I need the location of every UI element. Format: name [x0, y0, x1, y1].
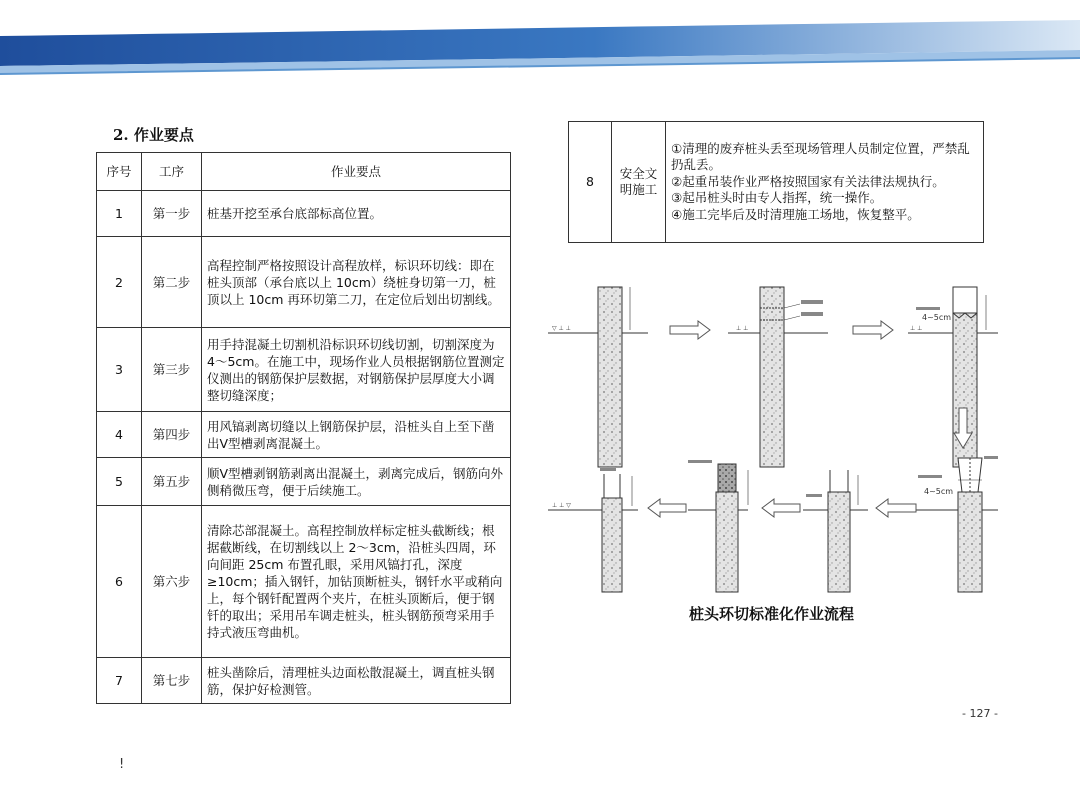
- row-step: 第一步: [142, 191, 202, 237]
- stray-mark: !: [119, 757, 125, 772]
- table-row: [97, 506, 511, 658]
- flow-arrow-right: [853, 321, 893, 339]
- svg-text:⊥ ⊥ ▽: ⊥ ⊥ ▽: [552, 502, 571, 509]
- depth-label: 4~5cm: [922, 313, 952, 322]
- pile: [958, 492, 982, 592]
- flow-arrow-right: [670, 321, 710, 339]
- row-no: 5: [97, 458, 142, 506]
- safety-item: ④施工完毕后及时清理施工场地，恢复整平。: [671, 206, 920, 222]
- row-no: 7: [97, 658, 142, 704]
- row-no: 3: [97, 328, 142, 412]
- row-step: 第三步: [142, 328, 202, 412]
- svg-text:⊥ ⊥: ⊥ ⊥: [736, 325, 749, 332]
- row-no: 6: [97, 506, 142, 658]
- row-no: 4: [97, 412, 142, 458]
- safety-item: ③起吊桩头时由专人指挥，统一操作。: [671, 190, 883, 206]
- header-step: 工序: [142, 153, 202, 191]
- table-row: [97, 658, 511, 704]
- safety-item: ②起重吊装作业严格按照国家有关法律法规执行。: [671, 173, 945, 189]
- pile: [602, 498, 622, 592]
- flow-arrow-left: [876, 499, 916, 517]
- safety-item: ①清理的废弃桩头丢至现场管理人员制定位置，严禁乱扔乱丢。: [671, 140, 970, 173]
- depth-label: 4~5cm: [924, 487, 954, 496]
- row-step: 第七步: [142, 658, 202, 704]
- row-step: 第二步: [142, 237, 202, 328]
- row-no: 2: [97, 237, 142, 328]
- header-banner: [0, 0, 1080, 78]
- safety-content: [666, 122, 984, 243]
- table-row: [97, 237, 511, 328]
- row-step: 第五步: [142, 458, 202, 506]
- row-step: 第六步: [142, 506, 202, 658]
- pile: [760, 287, 784, 467]
- row-content: 用风镐剥离切缝以上钢筋保护层，沿桩头自上至下凿出Ⅴ型槽剥离混凝土。: [202, 412, 511, 458]
- table-row: [97, 458, 511, 506]
- safety-table: [568, 121, 984, 243]
- pile-cutting-process-diagram: [538, 270, 998, 595]
- table-header-row: [97, 153, 511, 191]
- table-row: [97, 412, 511, 458]
- table-row: [97, 328, 511, 412]
- svg-text:▽ ⊥ ⊥: ▽ ⊥ ⊥: [552, 325, 571, 332]
- header-content: 作业要点: [202, 153, 511, 191]
- pile: [598, 287, 622, 467]
- flow-arrow-left: [762, 499, 800, 517]
- header-no: 序号: [97, 153, 142, 191]
- work-points-table: [96, 152, 511, 704]
- pile: [716, 492, 738, 592]
- svg-text:⊥ ⊥: ⊥ ⊥: [910, 325, 923, 332]
- table-row: [569, 122, 984, 243]
- row-step: 第四步: [142, 412, 202, 458]
- row-no: 1: [97, 191, 142, 237]
- page-number: - 127 -: [962, 707, 998, 720]
- pile: [828, 492, 850, 592]
- row-content: 清除芯部混凝土。高程控制放样标定桩头截断线；根据截断线，在切割线以上 2～3cm，沿桩头四周，环向间距 25cm 布置孔眼，采用风镐打孔，深度≥10cm；插入钢钎，加钻顶断桩头，钢钎水平或稍向上，每个钢钎配置两个夹片，在桩头顶断后，便于钢钎的取出；采用吊车调走桩头，桩头钢筋预弯采用手持式液压弯曲机。: [202, 506, 511, 658]
- row-no: 8: [569, 122, 612, 243]
- row-content: 高程控制严格按照设计高程放样，标识环切线：即在桩头顶部（承台底以上 10cm）绕桩身切第一刀，桩顶以上 10cm 再环切第二刀，在定位后划出切割线。: [202, 237, 511, 328]
- table-row: [97, 191, 511, 237]
- row-content: 桩头凿除后，清理桩头边面松散混凝土，调直桩头钢筋，保护好检测管。: [202, 658, 511, 704]
- row-content: 顺Ⅴ型槽剥钢筋剥离出混凝土，剥离完成后，钢筋向外侧稍微压弯，便于后续施工。: [202, 458, 511, 506]
- row-content: 桩基开挖至承台底部标高位置。: [202, 191, 511, 237]
- diagram-caption: 桩头环切标准化作业流程: [689, 605, 855, 623]
- flow-arrow-left: [648, 499, 686, 517]
- row-step: 安全文明施工: [612, 122, 666, 243]
- row-content: 用手持混凝土切割机沿标识环切线切割，切割深度为 4～5cm。在施工中，现场作业人员根据钢筋位置测定仪测出的钢筋保护层数据，对钢筋保护层厚度大小调整切缝深度；: [202, 328, 511, 412]
- section-title: 2. 作业要点: [113, 126, 194, 144]
